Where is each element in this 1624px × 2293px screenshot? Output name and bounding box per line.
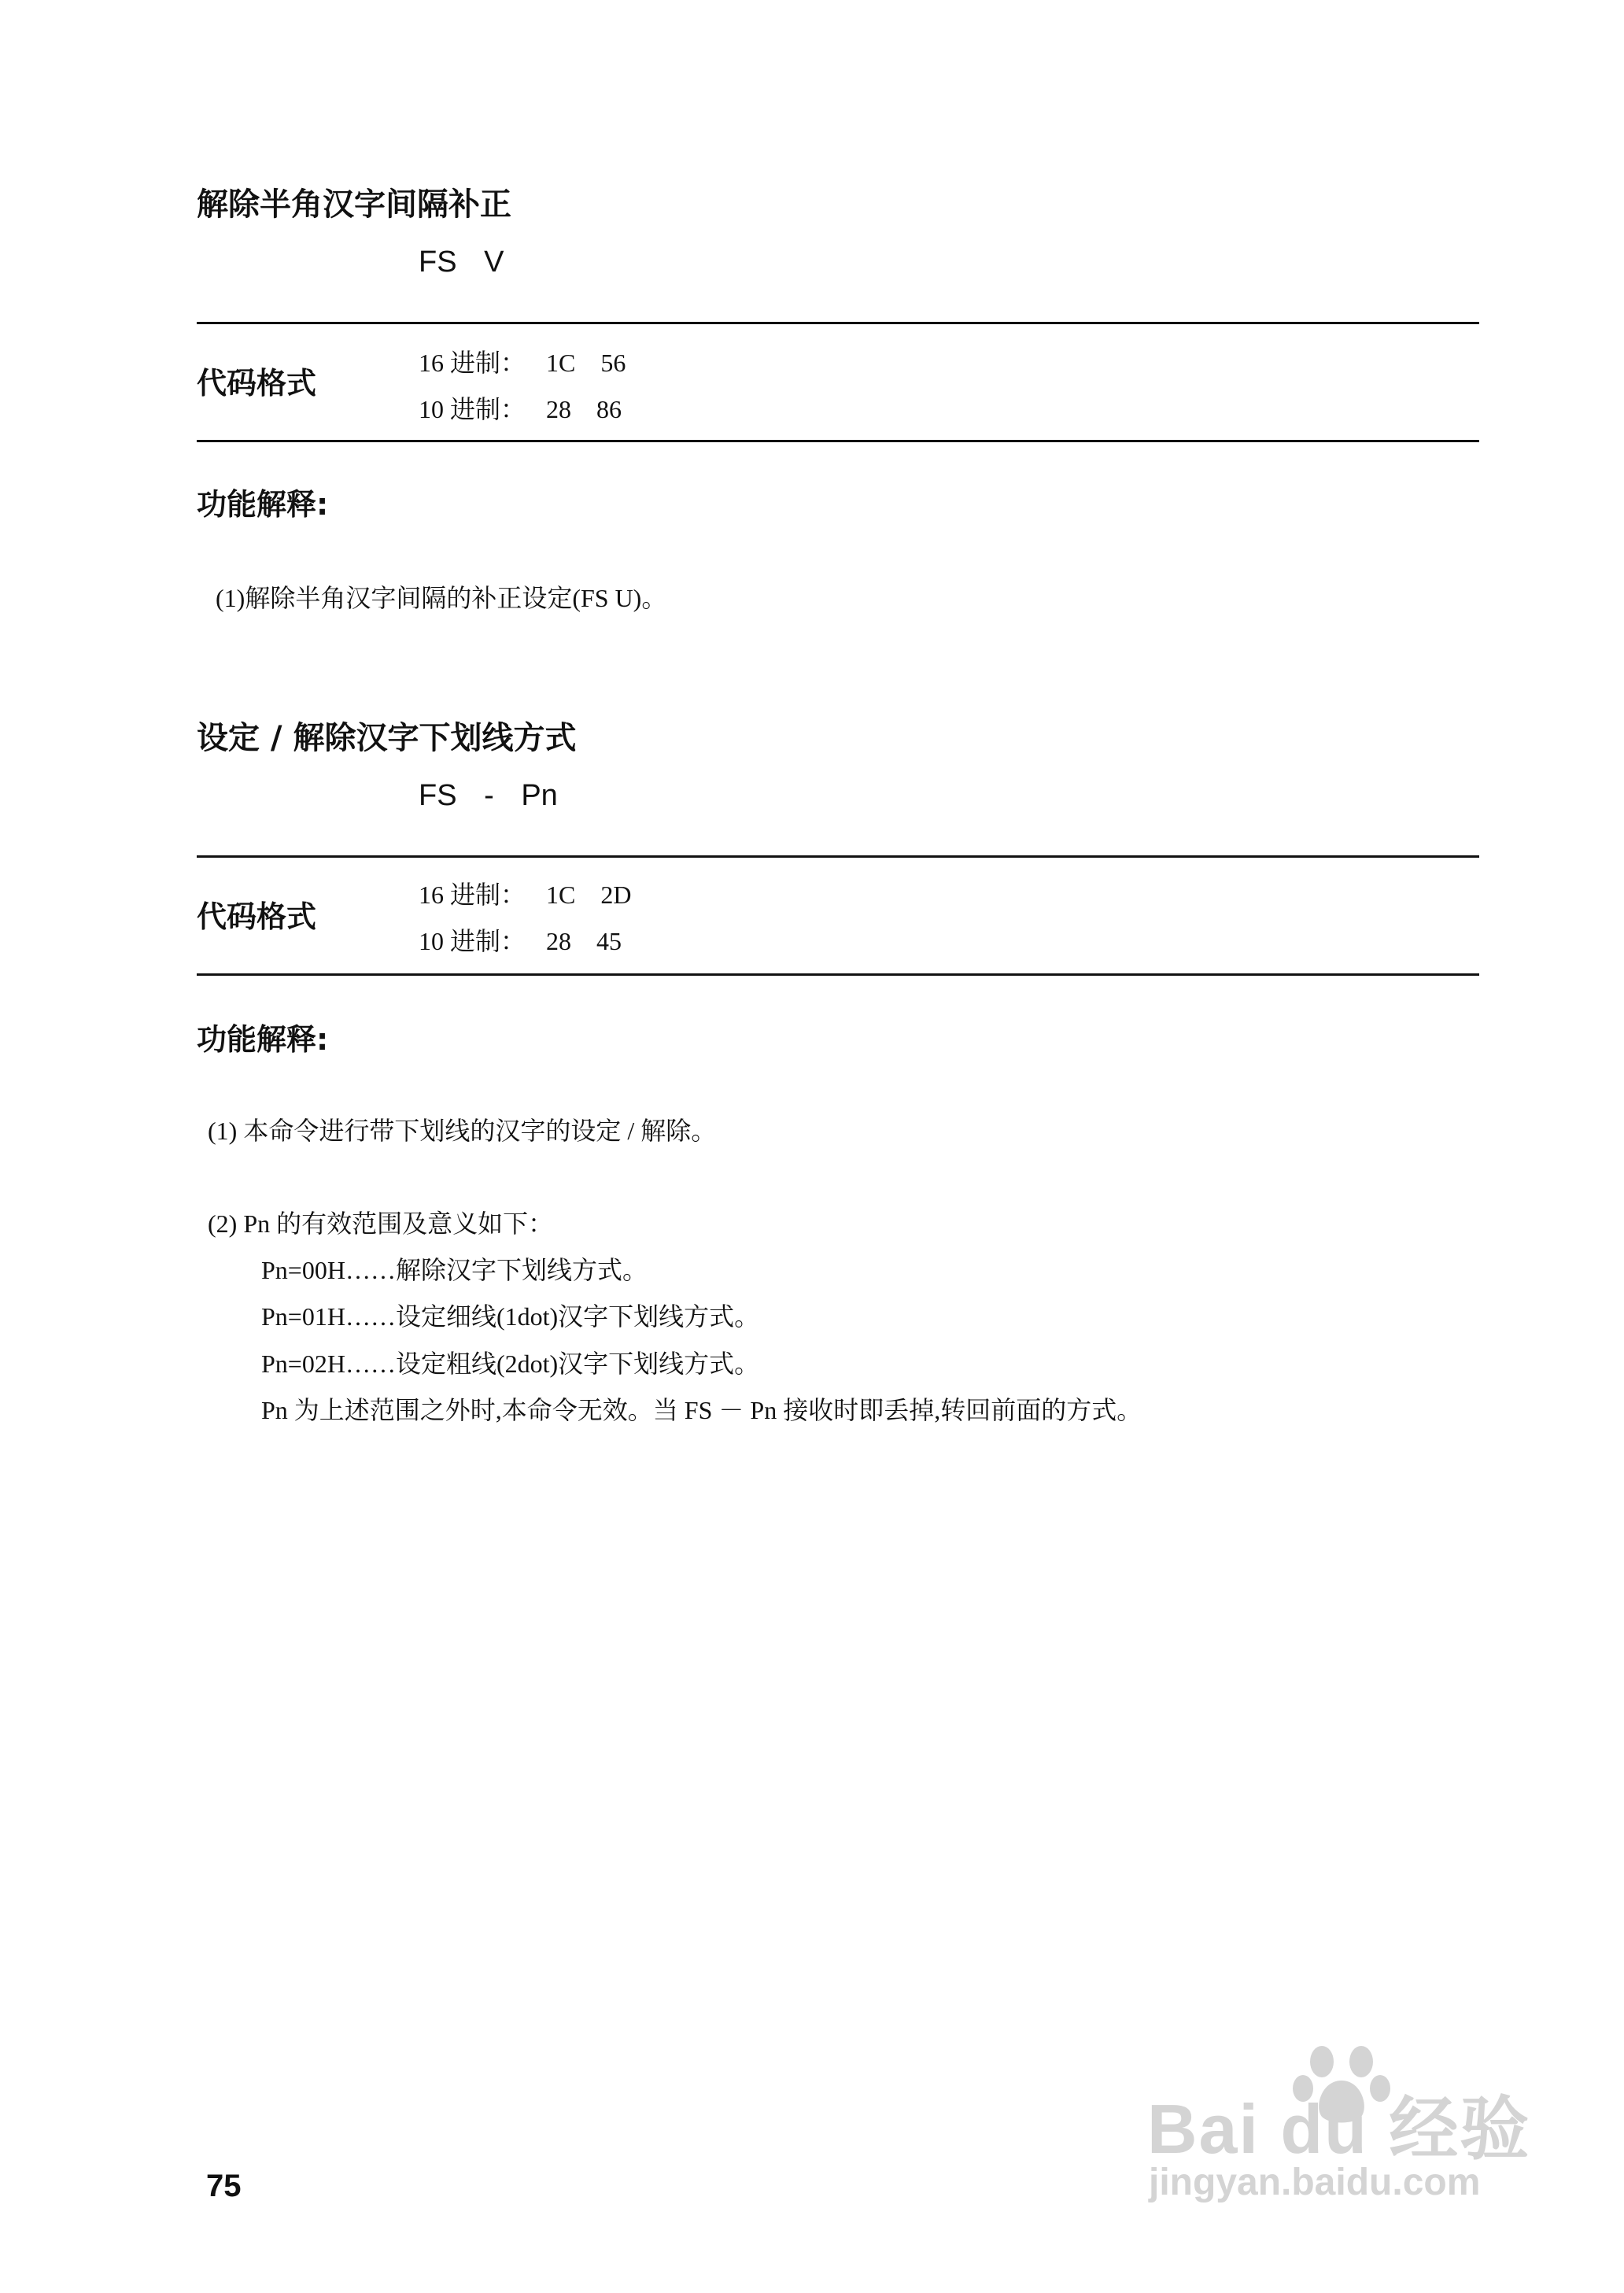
- hex-label: 16 进制：: [419, 349, 526, 377]
- section-2-command: FS - Pn: [419, 779, 558, 812]
- section-2-item-5: Pn=02H……设定粗线(2dot)汉字下划线方式。: [261, 1350, 760, 1378]
- section-1-code-label: 代码格式: [197, 366, 317, 401]
- section-1-top-rule: [197, 322, 1479, 324]
- section-2-item-1: (1) 本命令进行带下划线的汉字的设定 / 解除。: [208, 1117, 717, 1145]
- section-2-title: 设定 / 解除汉字下划线方式: [197, 720, 577, 756]
- dec-label: 10 进制：: [419, 395, 526, 423]
- dec-value: 28 45: [546, 927, 622, 955]
- section-1-title: 解除半角汉字间隔补正: [197, 186, 511, 223]
- section-1-dec-row: [419, 390, 622, 426]
- section-2-bottom-rule: [197, 973, 1479, 976]
- section-2-hex-row: [419, 875, 631, 911]
- page-number: 75: [206, 2169, 242, 2203]
- dec-value: 28 86: [546, 395, 622, 423]
- section-1-hex-row: [419, 343, 626, 379]
- section-2-item-6: Pn 为上述范围之外时,本命令无效。当 FS － Pn 接收时即丢掉,转回前面的方式。: [261, 1396, 1142, 1424]
- section-1-bottom-rule: [197, 440, 1479, 442]
- section-2-item-3: Pn=00H……解除汉字下划线方式。: [261, 1256, 648, 1284]
- hex-value: 1C 56: [546, 349, 626, 377]
- dec-label: 10 进制：: [419, 927, 526, 955]
- hex-label: 16 进制：: [419, 881, 526, 909]
- section-1-item-1: (1)解除半角汉字间隔的补正设定(FS U)。: [216, 584, 667, 612]
- section-2-dec-row: [419, 921, 622, 958]
- hex-value: 1C 2D: [546, 881, 632, 909]
- section-1-func-label: 功能解释:: [197, 487, 329, 522]
- section-2-item-4: Pn=01H……设定细线(1dot)汉字下划线方式。: [261, 1302, 760, 1331]
- section-2-func-label: 功能解释:: [197, 1022, 329, 1057]
- watermark-brand: Bai du 经验: [1147, 2090, 1531, 2168]
- watermark-url: jingyan.baidu.com: [1149, 2162, 1481, 2203]
- section-2-item-2: (2) Pn 的有效范围及意义如下：: [208, 1209, 554, 1238]
- section-2-code-label: 代码格式: [197, 899, 317, 934]
- section-2-top-rule: [197, 855, 1479, 858]
- section-1-command: FS V: [419, 246, 504, 279]
